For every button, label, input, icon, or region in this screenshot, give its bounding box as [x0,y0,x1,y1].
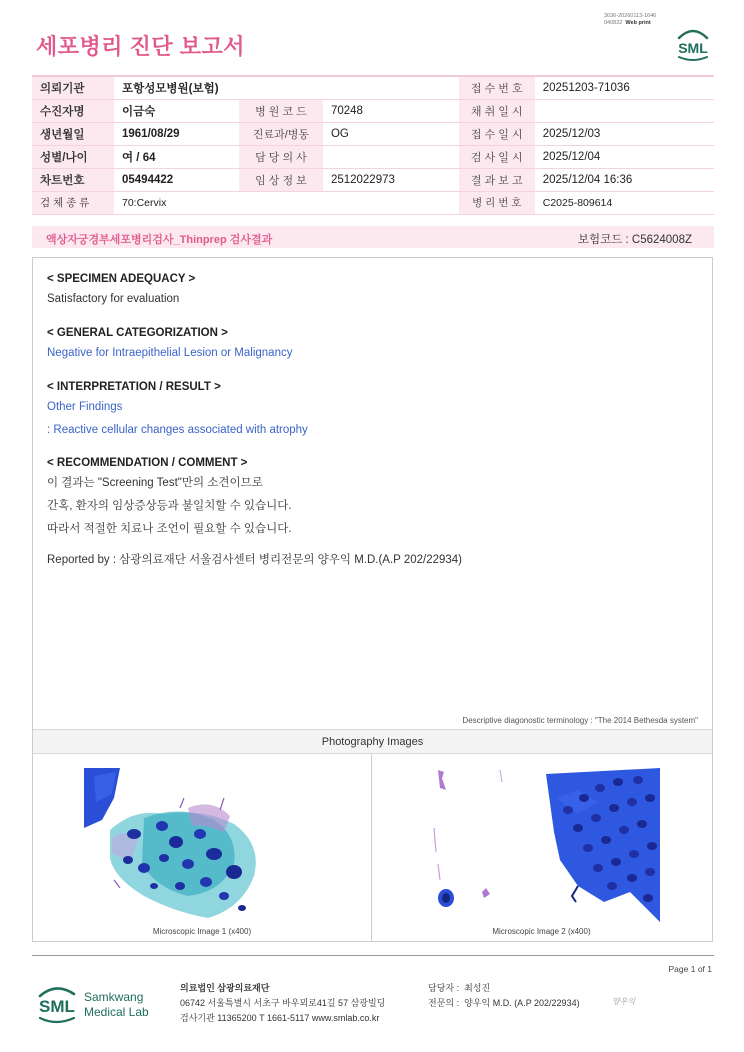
test-name-bar [32,226,714,248]
footer-divider [32,955,714,956]
info-value: 70:Cervix [114,191,459,214]
info-label: 병 원 코 드 [239,99,323,122]
print-id-code: 040822 [604,19,623,26]
info-value: 2025/12/03 [535,122,714,145]
info-value: 2512022973 [323,168,459,191]
recommendation-line3: 따라서 적절한 치료나 조언이 필요할 수 있습니다. [47,523,292,535]
photo-section-heading: Photography Images [33,729,712,754]
table-row [32,76,714,99]
result-content [47,270,697,572]
result-box [32,257,713,942]
org-address: 06742 서울특별시 서초구 바우뫼로41길 57 삼광빌딩 [180,998,386,1008]
info-value: 이금숙 [114,99,239,122]
page-title: 세포병리 진단 보고서 [36,34,245,59]
patient-info-table [32,75,714,215]
categorization-text: Negative for Intraepithelial Lesion or Malignancy [47,347,293,359]
print-id-line1: 3036-20260113-1646 [604,13,657,19]
info-value: 20251203-71036 [535,76,714,99]
photo-cell-1 [33,754,372,941]
org-name: 의료법인 삼광의료재단 [180,983,270,993]
samkwang-logo-icon [36,978,166,1028]
info-label: 접 수 번 호 [459,76,535,99]
info-value: C2025-809614 [535,191,714,214]
org-contact: 검사기관 11365200 T 1661-5117 www.smlab.co.kr [180,1013,380,1023]
footer-staff [428,981,580,1011]
info-label: 결 과 보 고 [459,168,535,191]
categorization-heading: < GENERAL CATEGORIZATION > [47,327,228,339]
interpretation-heading: < INTERPRETATION / RESULT > [47,381,221,393]
info-value: 70248 [323,99,459,122]
sml-logo-text: SML [678,40,708,56]
print-id [604,13,656,26]
footer-logo-text: SML [39,997,75,1016]
specialist-name: 양우익 M.D. (A.P 202/22934) [464,998,580,1008]
interpretation-line1: Other Findings [47,401,123,413]
info-value: 포항성모병원(보험) [114,76,459,99]
info-label: 생년월일 [32,122,114,145]
interpretation-line2: : Reactive cellular changes associated with atrophy [47,424,308,436]
info-value: 05494422 [114,168,239,191]
footer-organization [180,981,385,1026]
info-label: 병 리 번 호 [459,191,535,214]
reported-by: Reported by : 삼광의료재단 서울검사센터 병리전문의 양우익 M.D.(A.P 202/22934) [47,554,463,566]
recommendation-line1: 이 결과는 "Screening Test"만의 소견이므로 [47,477,263,489]
info-value: 2025/12/04 [535,145,714,168]
info-label: 검 체 종 류 [32,191,114,214]
info-label: 검 사 일 시 [459,145,535,168]
info-label: 임 상 정 보 [239,168,323,191]
info-value: 여 / 64 [114,145,239,168]
table-row [32,145,714,168]
info-label: 채 취 일 시 [459,99,535,122]
sml-logo-icon [673,26,713,62]
table-row [32,99,714,122]
staff-label: 담당자 : [428,983,460,993]
info-label: 의뢰기관 [32,76,114,99]
info-label: 담 당 의 사 [239,145,323,168]
microscopic-image-2 [428,768,660,922]
specialist-label: 전문의 : [428,998,460,1008]
terminology-note: Descriptive diagonostic terminology : "The 2014 Bethesda system" [462,716,698,725]
image1-caption: Microscopic Image 1 (x400) [152,927,252,936]
insurance-code: 보험코드 : C5624008Z [577,234,692,246]
info-label: 수진자명 [32,99,114,122]
microscopic-image-1 [84,768,262,922]
info-label: 접 수 일 시 [459,122,535,145]
adequacy-text: Satisfactory for evaluation [47,293,180,305]
table-row [32,168,714,191]
signature: 양우익 [612,997,636,1006]
info-value [323,145,459,168]
info-label: 성별/나이 [32,145,114,168]
recommendation-heading: < RECOMMENDATION / COMMENT > [47,457,248,469]
table-row [32,122,714,145]
page-number: Page 1 of 1 [668,964,712,974]
test-name: 액상자궁경부세포병리검사_Thinprep 검사결과 [46,234,273,246]
photo-cell-2 [372,754,711,941]
recommendation-line2: 간혹, 환자의 임상증상등과 불일치할 수 있습니다. [47,500,292,512]
footer-logo-name1: Samkwang [84,990,144,1004]
info-value: 1961/08/29 [114,122,239,145]
image2-caption: Microscopic Image 2 (x400) [492,927,591,936]
adequacy-heading: < SPECIMEN ADEQUACY > [47,273,196,285]
info-value [535,99,714,122]
info-label: 진료과/병동 [239,122,323,145]
print-id-label: Web print [625,19,651,26]
info-value: 2025/12/04 16:36 [535,168,714,191]
footer-logo-name2: Medical Lab [84,1005,149,1019]
info-label: 차트번호 [32,168,114,191]
table-row [32,191,714,214]
staff-name: 최성진 [464,983,491,993]
info-value: OG [323,122,459,145]
